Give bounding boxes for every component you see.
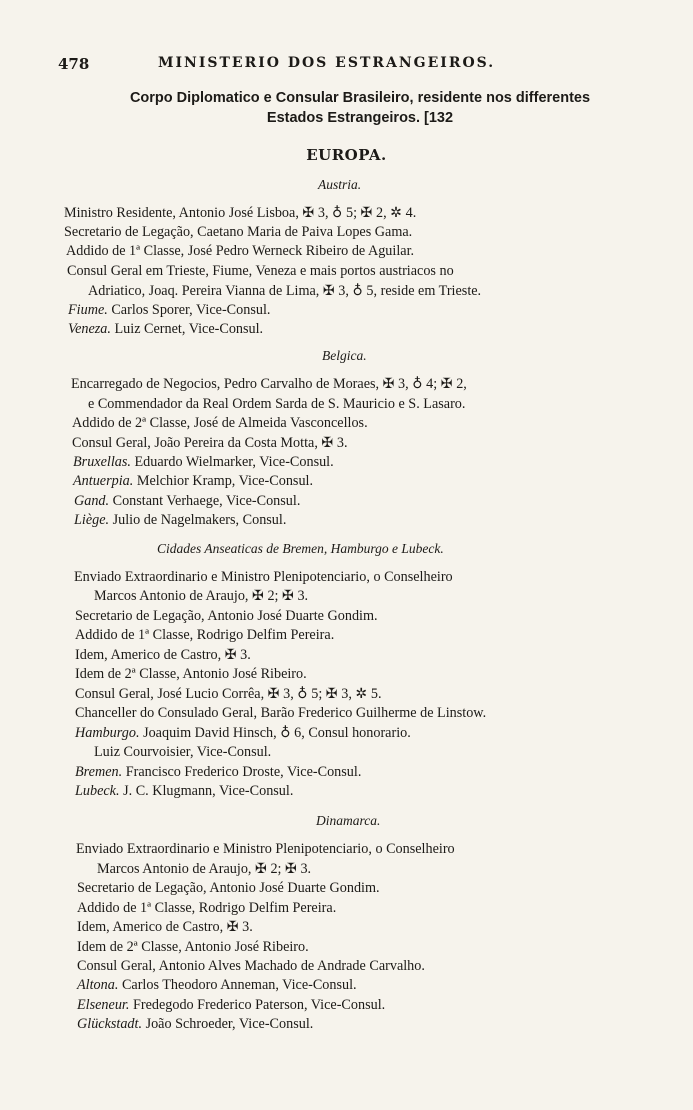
entry-text: Eduardo Wielmarker, Vice-Consul. xyxy=(130,454,334,470)
entry-line: Secretario de Legação, Antonio José Duarte Gondim. xyxy=(77,880,380,896)
running-head: MINISTERIO DOS ESTRANGEIROS. xyxy=(158,55,496,71)
subtitle-line: Corpo Diplomatico e Consular Brasileiro, residente nos differentes xyxy=(129,90,591,106)
city-name: Fiume. xyxy=(68,302,108,318)
city-name: Antuerpia. xyxy=(73,473,134,489)
city-name: Hamburgo. xyxy=(75,725,140,741)
entry-text: Carlos Sporer, Vice-Consul. xyxy=(107,302,271,318)
entry-line: Enviado Extraordinario e Ministro Plenipotenciario, o Conselheiro xyxy=(76,841,455,857)
entry-line: e Commendador da Real Ordem Sarda de S. Mauricio e S. Lasaro. xyxy=(88,396,466,412)
country-heading-austria: Austria. xyxy=(318,177,362,192)
consul-entry xyxy=(75,725,411,742)
city-name: Glückstadt. xyxy=(77,1016,143,1032)
entry-text: Fredegodo Frederico Paterson, Vice-Consul. xyxy=(129,997,386,1013)
vice-consul-entry xyxy=(75,783,293,800)
vice-consul-entry xyxy=(77,1016,313,1033)
entry-line: Idem, Americo de Castro, ✠ 3. xyxy=(77,919,253,935)
vice-consul-entry xyxy=(68,321,263,338)
vice-consul-entry xyxy=(68,302,270,319)
entry-text: J. C. Klugmann, Vice-Consul. xyxy=(119,783,294,799)
consul-entry xyxy=(74,512,286,529)
entry-line: Addido de 1ª Classe, José Pedro Werneck Ribeiro de Aguilar. xyxy=(66,243,415,259)
subtitle-line: Estados Estrangeiros. [132 xyxy=(266,110,454,126)
vice-consul-entry xyxy=(73,473,313,490)
vice-consul-entry xyxy=(75,764,361,781)
country-heading-belgica: Belgica. xyxy=(322,348,367,363)
entry-line: Consul Geral em Trieste, Fiume, Veneza e mais portos austriacos no xyxy=(67,263,454,279)
entry-line: Luiz Courvoisier, Vice-Consul. xyxy=(94,744,272,760)
city-name: Lubeck. xyxy=(75,783,120,799)
region-heading: EUROPA. xyxy=(306,146,387,164)
page-number: 478 xyxy=(58,55,90,73)
city-name: Elseneur. xyxy=(77,997,130,1013)
entry-line: Idem de 2ª Classe, Antonio José Ribeiro. xyxy=(75,666,307,682)
entry-line: Consul Geral, José Lucio Corrêa, ✠ 3, ♁ 5; ✠ 3, ✲ 5. xyxy=(75,686,382,702)
entry-text: Luiz Cernet, Vice-Consul. xyxy=(110,321,264,337)
entry-text: Constant Verhaege, Vice-Consul. xyxy=(109,493,301,509)
entry-line: Addido de 1ª Classe, Rodrigo Delfim Pereira. xyxy=(75,627,335,643)
country-heading-hanseaticas: Cidades Anseaticas de Bremen, Hamburgo e Lubeck. xyxy=(157,541,444,556)
section-subtitle xyxy=(60,88,660,128)
entry-line: Marcos Antonio de Araujo, ✠ 2; ✠ 3. xyxy=(97,861,312,877)
vice-consul-entry xyxy=(77,977,357,994)
city-name: Liège. xyxy=(74,512,110,528)
entry-text: Francisco Frederico Droste, Vice-Consul. xyxy=(122,764,362,780)
city-name: Bremen. xyxy=(75,764,123,780)
page-header xyxy=(58,55,658,81)
vice-consul-entry xyxy=(73,454,334,471)
entry-line: Idem de 2ª Classe, Antonio José Ribeiro. xyxy=(77,939,309,955)
entry-line: Consul Geral, Antonio Alves Machado de Andrade Carvalho. xyxy=(77,958,425,974)
entry-line: Secretario de Legação, Caetano Maria de Paiva Lopes Gama. xyxy=(64,224,413,240)
entry-line: Addido de 2ª Classe, José de Almeida Vasconcellos. xyxy=(72,415,368,431)
vice-consul-entry xyxy=(74,493,300,510)
entry-line: Marcos Antonio de Araujo, ✠ 2; ✠ 3. xyxy=(94,588,309,604)
entry-line: Ministro Residente, Antonio José Lisboa, ✠ 3, ♁ 5; ✠ 2, ✲ 4. xyxy=(64,205,417,221)
entry-text: Melchior Kramp, Vice-Consul. xyxy=(133,473,314,489)
city-name: Altona. xyxy=(77,977,119,993)
entry-text: Joaquim David Hinsch, ♁ 6, Consul honorario. xyxy=(139,725,411,741)
vice-consul-entry xyxy=(77,997,385,1014)
entry-line: Addido de 1ª Classe, Rodrigo Delfim Pereira. xyxy=(77,900,337,916)
entry-text: Julio de Nagelmakers, Consul. xyxy=(109,512,287,528)
entry-line: Idem, Americo de Castro, ✠ 3. xyxy=(75,647,251,663)
entry-line: Encarregado de Negocios, Pedro Carvalho de Moraes, ✠ 3, ♁ 4; ✠ 2, xyxy=(71,376,467,392)
city-name: Veneza. xyxy=(68,321,111,337)
country-heading-dinamarca: Dinamarca. xyxy=(316,813,381,828)
entry-line: Secretario de Legação, Antonio José Duarte Gondim. xyxy=(75,608,378,624)
entry-text: Carlos Theodoro Anneman, Vice-Consul. xyxy=(118,977,357,993)
entry-line: Enviado Extraordinario e Ministro Plenipotenciario, o Conselheiro xyxy=(74,569,453,585)
entry-text: João Schroeder, Vice-Consul. xyxy=(142,1016,314,1032)
entry-line: Adriatico, Joaq. Pereira Vianna de Lima, ✠ 3, ♁ 5, reside em Trieste. xyxy=(88,283,482,299)
city-name: Gand. xyxy=(74,493,110,509)
city-name: Bruxellas. xyxy=(73,454,131,470)
entry-line: Chanceller do Consulado Geral, Barão Frederico Guilherme de Linstow. xyxy=(75,705,487,721)
entry-line: Consul Geral, João Pereira da Costa Motta, ✠ 3. xyxy=(72,435,348,451)
